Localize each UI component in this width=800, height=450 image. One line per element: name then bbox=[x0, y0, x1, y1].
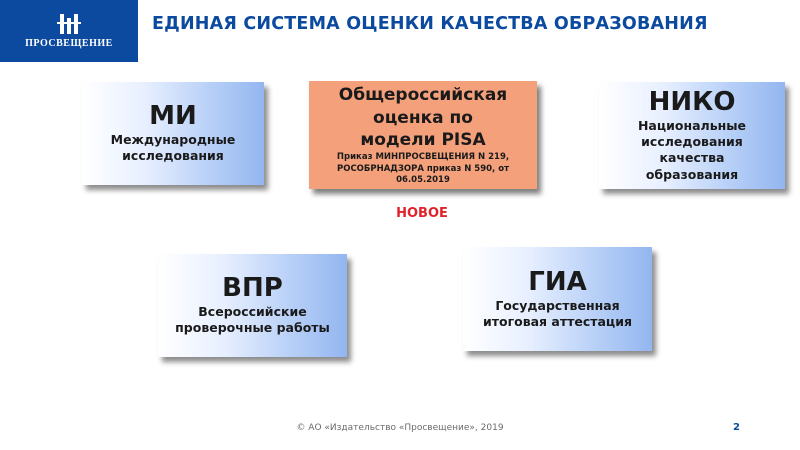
card-desc-line: проверочные работы bbox=[175, 320, 330, 336]
card-desc-line: качества bbox=[659, 150, 725, 166]
pisa-order-note bbox=[337, 152, 509, 186]
card-desc-line: образования bbox=[645, 166, 739, 182]
pisa-note-line: 06.05.2019 bbox=[396, 175, 450, 186]
card-abbr: МИ bbox=[149, 101, 197, 132]
page-number: 2 bbox=[733, 422, 740, 433]
card-desc-line: Национальные bbox=[637, 117, 747, 133]
card-abbr: ВПР bbox=[222, 273, 283, 304]
logo-mark-icon bbox=[57, 14, 81, 34]
logo-text: ПРОСВЕЩЕНИЕ bbox=[25, 37, 113, 49]
card-state-final-attestation bbox=[463, 247, 652, 351]
card-desc-line: исследования bbox=[122, 148, 224, 164]
card-desc-line: Всероссийские bbox=[198, 304, 307, 320]
card-desc-line: исследования bbox=[641, 134, 743, 150]
pisa-note-line: Приказ МИНПРОСВЕЩЕНИЯ N 219, bbox=[336, 152, 510, 163]
card-pisa-assessment bbox=[309, 81, 537, 189]
card-abbr: ГИА bbox=[528, 266, 587, 297]
pisa-title-line: оценка по bbox=[373, 107, 473, 128]
card-international-studies bbox=[82, 82, 264, 185]
footer-copyright: © АО «Издательство «Просвещение», 2019 bbox=[296, 423, 504, 433]
publisher-logo bbox=[0, 0, 138, 62]
card-desc-line: Государственная bbox=[495, 297, 620, 313]
card-national-studies bbox=[599, 82, 785, 189]
card-all-russian-tests bbox=[158, 254, 347, 357]
pisa-title-line: Общероссийская bbox=[338, 85, 508, 106]
card-desc-line: Международные bbox=[110, 132, 236, 148]
pisa-title-line: модели PISA bbox=[360, 129, 486, 150]
pisa-note-line: РОСОБРНАДЗОРА приказ N 590, от bbox=[336, 163, 509, 174]
card-abbr: НИКО bbox=[648, 87, 736, 118]
card-desc-line: итоговая аттестация bbox=[483, 313, 632, 329]
new-badge: НОВОЕ bbox=[396, 206, 448, 221]
page-title: ЕДИНАЯ СИСТЕМА ОЦЕНКИ КАЧЕСТВА ОБРАЗОВАНИЯ bbox=[152, 14, 708, 34]
